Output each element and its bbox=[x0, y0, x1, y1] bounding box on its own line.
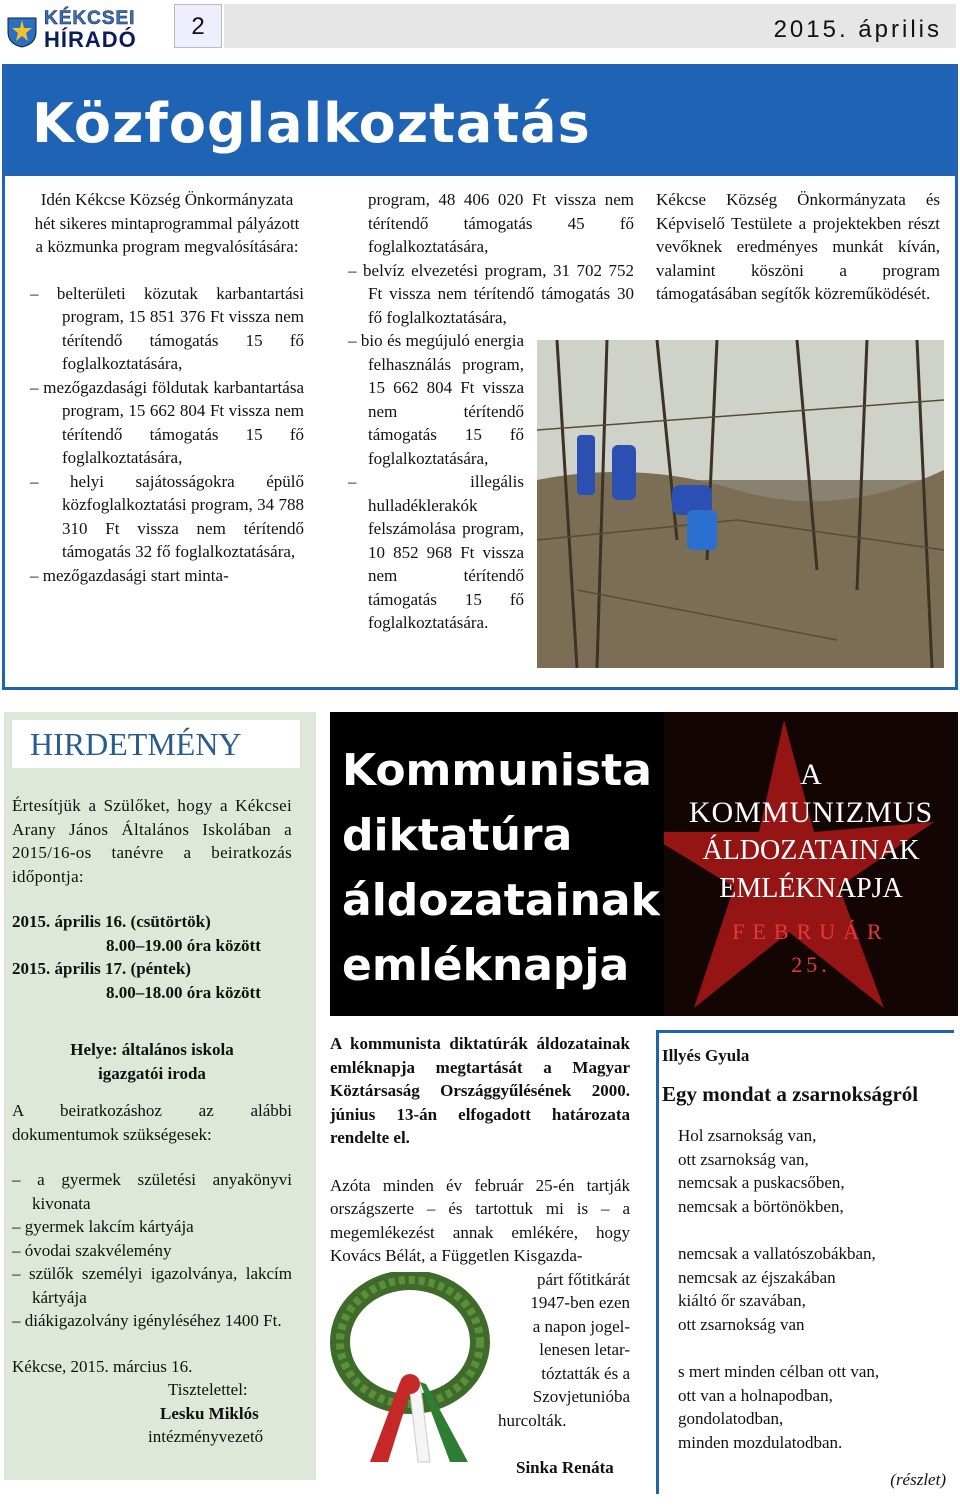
memorial-poster bbox=[664, 712, 958, 1016]
memorial-body-line: hurcolták. bbox=[498, 1410, 567, 1430]
poster-line: A bbox=[800, 758, 822, 791]
issue-date: 2015. április bbox=[773, 16, 942, 43]
poster-line: FEBRUÁR bbox=[732, 919, 890, 944]
article-column-1 bbox=[30, 188, 304, 587]
memorial-body: Azóta minden év február 25-én tartják országszerte – és tartottuk mi is – a megemlékezést annak emlékére, hogy Kovács Bélát, a Független Kisgazda- bbox=[330, 1175, 630, 1265]
emblem-icon bbox=[4, 12, 40, 48]
notice-regards: Tisztelettel: bbox=[168, 1380, 248, 1399]
memorial-author: Sinka Renáta bbox=[516, 1458, 614, 1477]
list-item: – gyermek lakcím kártyája bbox=[12, 1217, 194, 1236]
article-column-3 bbox=[656, 188, 940, 306]
notice-body bbox=[12, 794, 292, 1449]
logo-bottom-text: HÍRADÓ bbox=[44, 27, 137, 52]
poem-line: nemcsak a börtönökben, bbox=[678, 1196, 844, 1216]
memorial-title-line: áldozatainak bbox=[342, 875, 660, 926]
logo-top-text: KÉKCSEI bbox=[44, 8, 136, 29]
list-item: – illegális hulladéklerakók felszámolása program, 10 852 968 Ft vissza nem térítendő támogatás 15 fő foglalkoztatására. bbox=[348, 472, 524, 632]
poem-line: ott zsarnokság van, bbox=[678, 1149, 809, 1169]
notice-place-label: Helye: általános iskola bbox=[70, 1040, 234, 1059]
article-intro: Idén Kékcse Község Önkormányzata hét sikeres mintaprogrammal pályázott a közmunka program megvalósítására: bbox=[34, 190, 300, 256]
notice-date-2: 2015. április 17. (péntek) bbox=[12, 959, 191, 978]
article-title: Közfoglalkoztatás bbox=[32, 92, 591, 155]
workers-photo bbox=[537, 340, 944, 668]
memorial-body-wrap bbox=[490, 1268, 630, 1433]
notice-signer: Lesku Miklós bbox=[160, 1403, 259, 1423]
poster-line: EMLÉKNAPJA bbox=[719, 873, 903, 904]
poem-line: kiáltó őr szavában, bbox=[678, 1291, 806, 1310]
poem-title: Egy mondat a zsarnokságról bbox=[662, 1082, 919, 1106]
list-item: – óvodai szakvélemény bbox=[12, 1240, 172, 1260]
list-item-continued: program, 48 406 020 Ft vissza nem térítendő támogatás 45 fő foglalkoztatására, bbox=[368, 190, 634, 256]
poem-line: nemcsak a vallatószobákban, bbox=[678, 1244, 876, 1263]
memorial-body-line: 1947-ben ezen bbox=[530, 1293, 630, 1312]
notice-title: HIRDETMÉNY bbox=[12, 720, 300, 768]
list-item: – diákigazolvány igényléséhez 1400 Ft. bbox=[12, 1311, 282, 1330]
memorial-body-line: a napon jogel- bbox=[532, 1316, 630, 1336]
memorial-title-line: Kommunista bbox=[342, 745, 652, 796]
list-item: – belterületi közutak karbantartási program, 15 851 376 Ft vissza nem térítendő támogatás 15 fő foglalkoztatására, bbox=[30, 283, 304, 373]
memorial-lead: A kommunista diktatúrák áldozatainak emléknapja megtartását a Magyar Köztársaság Országgyűlésének 2000. június 13-án elfogadott határozata rendelte el. bbox=[330, 1034, 630, 1147]
poem-author: Illyés Gyula bbox=[662, 1046, 750, 1065]
list-item: – bio és megújuló energia felhasználás program, 15 662 804 Ft vissza nem térítendő támogatás 15 fő foglalkoztatására, bbox=[348, 331, 524, 468]
notice-role: intézményvezető bbox=[148, 1427, 264, 1446]
poem-line: nemcsak az éjszakában bbox=[678, 1267, 836, 1287]
memorial-title-line: diktatúra bbox=[342, 810, 573, 861]
notice-time-2: 8.00–18.00 óra között bbox=[106, 982, 261, 1002]
wreath-image bbox=[330, 1272, 490, 1466]
poem-note: (részlet) bbox=[890, 1470, 946, 1489]
notice-place-value: igazgatói iroda bbox=[98, 1063, 206, 1083]
list-item: – mezőgazdasági földutak karbantartása program, 15 662 804 Ft vissza nem térítendő támogatás 15 fő foglalkoztatására, bbox=[30, 377, 304, 467]
list-item: – szülők személyi igazolványa, lakcím kártyája bbox=[12, 1264, 292, 1307]
list-item: – belvíz elvezetési program, 31 702 752 Ft vissza nem térítendő támogatás 30 fő foglalkoztatására, bbox=[348, 260, 634, 327]
poem-line: minden mozdulatodban. bbox=[678, 1432, 843, 1452]
list-item: – helyi sajátosságokra épülő közfoglalkoztatási program, 34 788 310 Ft vissza nem térítendő támogatás 32 fő foglalkoztatására, bbox=[30, 471, 304, 561]
memorial-body-line: tóztatták és a bbox=[541, 1363, 630, 1383]
poem-line: Hol zsarnokság van, bbox=[678, 1126, 817, 1145]
poem-line: ott van a holnapodban, bbox=[678, 1385, 833, 1405]
memorial-body-line: lenesen letar- bbox=[539, 1340, 630, 1359]
thanks-text: Kékcse Község Önkormányzata és Képviselő Testülete a projektekben részt vevőknek eredményes munkát kíván, valamint köszöni a program támogatásában segítők közreműködését. bbox=[656, 190, 940, 303]
poem-line: s mert minden célban ott van, bbox=[678, 1362, 880, 1381]
notice-docs-intro: A beiratkozáshoz az alábbi dokumentumok szükségesek: bbox=[12, 1101, 292, 1144]
notice-time-1: 8.00–19.00 óra között bbox=[106, 935, 261, 955]
notice-intro: Értesítjük a Szülőket, hogy a Kékcsei Arany János Általános Iskolában a 2015/16-os tanévre a beiratkozás időpontja: bbox=[12, 796, 292, 886]
poem-line: nemcsak a puskacsőben, bbox=[678, 1173, 845, 1192]
memorial-title-line: emléknapja bbox=[342, 940, 630, 991]
notice-date-1: 2015. április 16. (csütörtök) bbox=[12, 912, 211, 931]
page-number: 2 bbox=[174, 4, 222, 48]
poem-line: gondolatodban, bbox=[678, 1409, 784, 1428]
list-item: – a gyermek születési anyakönyvi kivonata bbox=[12, 1170, 292, 1213]
memorial-title bbox=[342, 738, 660, 998]
poem-text bbox=[678, 1124, 948, 1454]
newspaper-logo bbox=[4, 6, 156, 50]
poster-line: 25. bbox=[791, 952, 831, 977]
memorial-body-line: Szovjetunióba bbox=[532, 1387, 630, 1406]
poster-line: ÁLDOZATAINAK bbox=[702, 835, 920, 866]
poem-line: ott zsarnokság van bbox=[678, 1314, 805, 1334]
memorial-body-line: párt főtitkárát bbox=[537, 1269, 630, 1289]
poster-line: KOMMUNIZMUS bbox=[688, 796, 934, 829]
notice-place-date: Kékcse, 2015. március 16. bbox=[12, 1356, 193, 1376]
list-item: – mezőgazdasági start minta- bbox=[30, 565, 229, 585]
